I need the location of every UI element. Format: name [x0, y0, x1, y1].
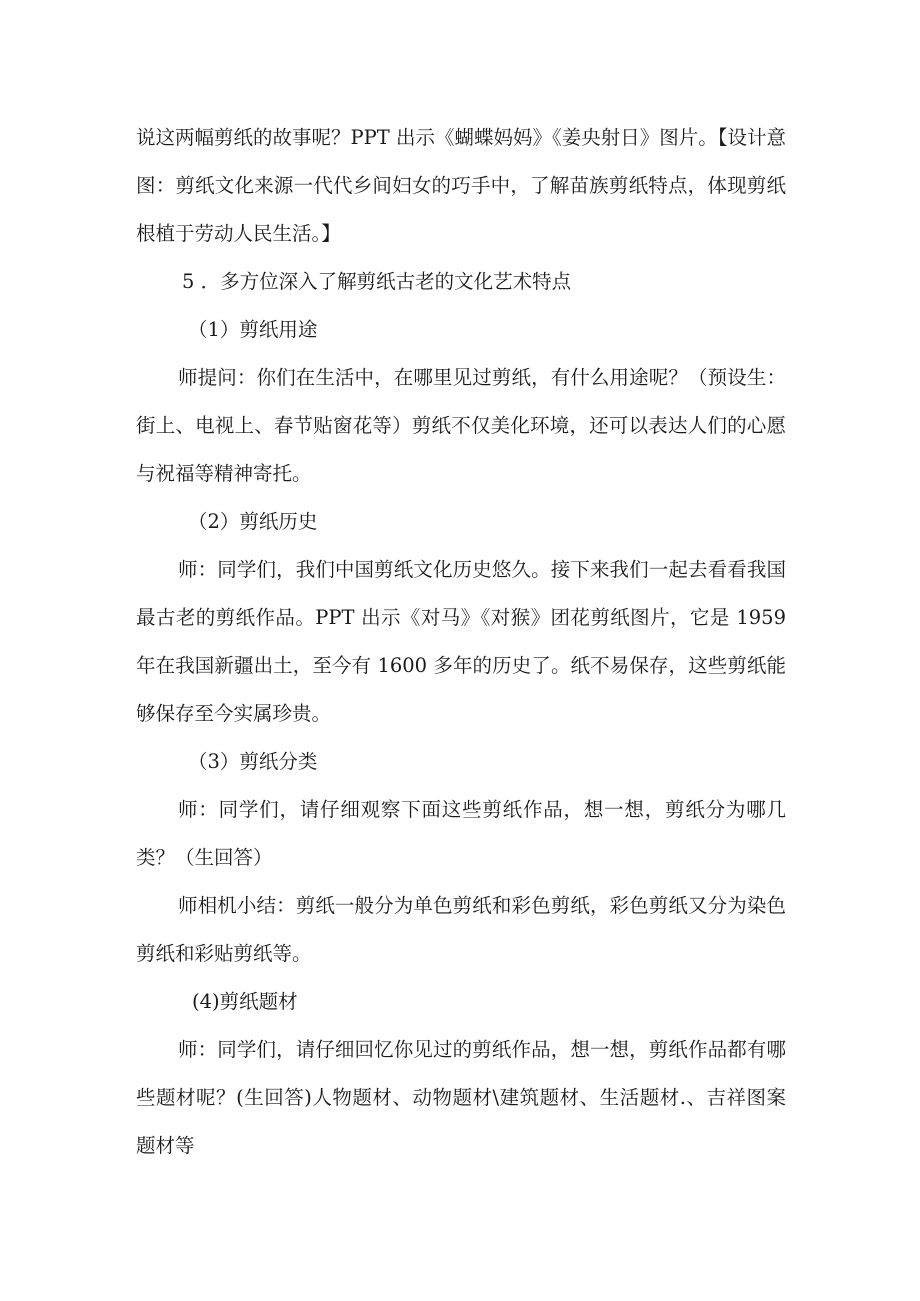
themes-paragraph: 师：同学们，请仔细回忆你见过的剪纸作品，想一想，剪纸作品都有哪些题材呢？(生回答)人物题材、动物题材\建筑题材、生活题材.、吉祥图案题材等	[136, 1038, 786, 1157]
summary-paragraph: 师相机小结：剪纸一般分为单色剪纸和彩色剪纸，彩色剪纸又分为染色剪纸和彩贴剪纸等。	[136, 894, 786, 965]
intro-paragraph: 说这两幅剪纸的故事呢？PPT 出示《蝴蝶妈妈》《姜央射日》图片。【设计意图：剪纸文化来源一代代乡间妇女的巧手中，了解苗族剪纸特点，体现剪纸根植于劳动人民生活。】	[136, 126, 786, 245]
sub-heading-classification: （3）剪纸分类	[188, 750, 318, 773]
history-paragraph: 师：同学们，我们中国剪纸文化历史悠久。接下来我们一起去看看我国最古老的剪纸作品。PPT 出示《对马》《对猴》团花剪纸图片，它是 1959 年在我国新疆出土，至今有 1600 多年的历史了。纸不易保存，这些剪纸能够保存至今实属珍贵。	[136, 558, 786, 725]
sub-heading-themes: (4)剪纸题材	[192, 990, 298, 1013]
sub-heading-usage: （1）剪纸用途	[188, 318, 318, 341]
sub-heading-history: （2）剪纸历史	[188, 510, 318, 533]
usage-paragraph: 师提问：你们在生活中，在哪里见过剪纸，有什么用途呢？（预设生：街上、电视上、春节贴窗花等）剪纸不仅美化环境，还可以表达人们的心愿与祝福等精神寄托。	[136, 366, 786, 485]
document-body	[136, 114, 786, 1170]
section-heading-5: 5 ．多方位深入了解剪纸古老的文化艺术特点	[182, 270, 572, 293]
classification-paragraph: 师：同学们，请仔细观察下面这些剪纸作品，想一想，剪纸分为哪几类？（生回答）	[136, 798, 786, 869]
